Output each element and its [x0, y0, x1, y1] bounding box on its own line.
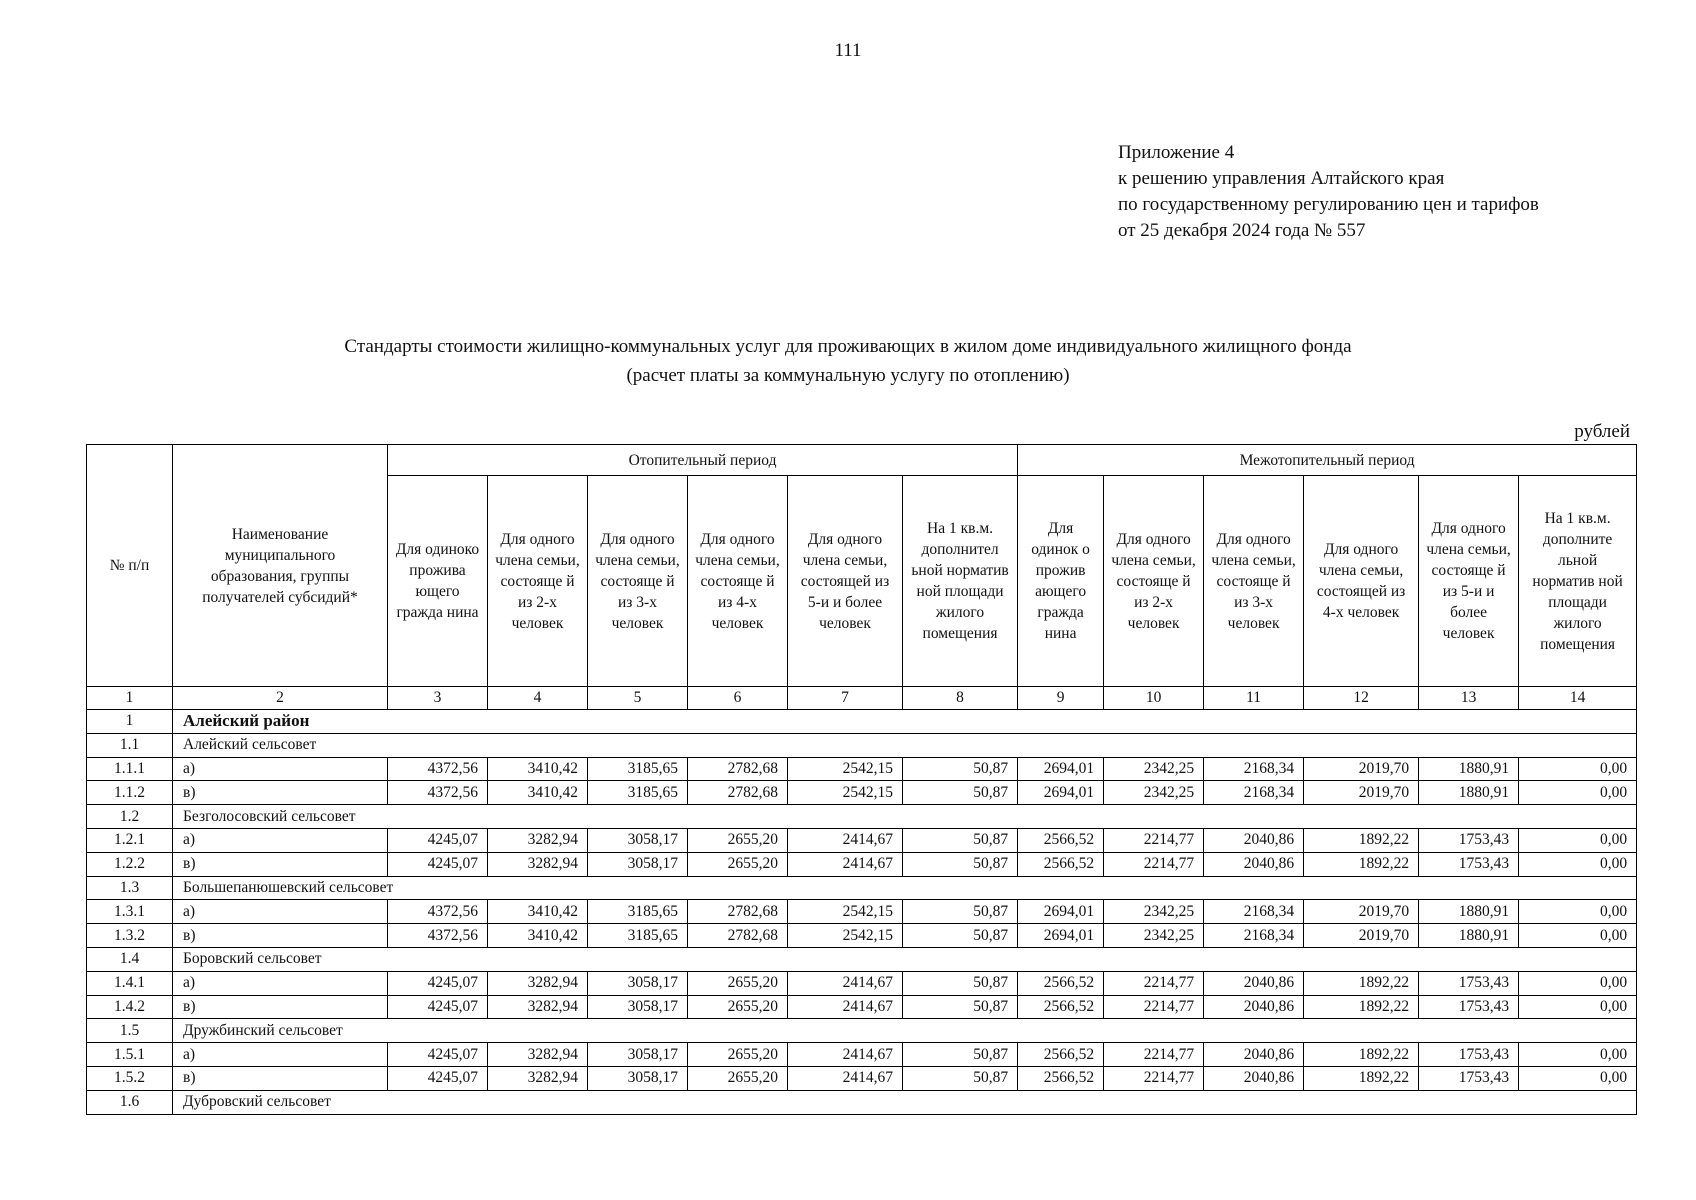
column-number: 9	[1018, 687, 1104, 710]
value-cell: 4372,56	[388, 781, 488, 805]
value-cell: 2414,67	[788, 1043, 903, 1067]
column-number: 13	[1419, 687, 1519, 710]
value-cell: 2168,34	[1204, 900, 1304, 924]
value-cell: 1880,91	[1419, 757, 1519, 781]
value-cell: 1892,22	[1304, 852, 1419, 876]
row-name: а)	[173, 971, 388, 995]
value-cell: 1753,43	[1419, 1043, 1519, 1067]
row-name: а)	[173, 1043, 388, 1067]
value-cell: 3282,94	[488, 828, 588, 852]
value-cell: 2694,01	[1018, 900, 1104, 924]
value-cell: 2019,70	[1304, 900, 1419, 924]
header-heating-col: Для одиноко прожива ющего гражда нина	[388, 476, 488, 687]
value-cell: 2542,15	[788, 757, 903, 781]
value-cell: 2414,67	[788, 971, 903, 995]
row-name: в)	[173, 924, 388, 948]
table-row	[87, 828, 1637, 852]
value-cell: 2342,25	[1104, 900, 1204, 924]
row-number: 1.5.1	[87, 1043, 173, 1067]
row-name: Дружбинский сельсовет	[173, 1019, 1637, 1043]
header-no: № п/п	[87, 445, 173, 687]
value-cell: 4245,07	[388, 1043, 488, 1067]
value-cell: 2566,52	[1018, 995, 1104, 1019]
value-cell: 1892,22	[1304, 995, 1419, 1019]
value-cell: 2542,15	[788, 781, 903, 805]
table-row	[87, 924, 1637, 948]
table-row	[87, 900, 1637, 924]
value-cell: 2566,52	[1018, 971, 1104, 995]
header-name: Наименование муниципального образования, группы получателей субсидий*	[173, 445, 388, 687]
value-cell: 1880,91	[1419, 900, 1519, 924]
header-heating-period: Отопительный период	[388, 445, 1018, 476]
value-cell: 2655,20	[688, 1043, 788, 1067]
column-number: 1	[87, 687, 173, 710]
value-cell: 1753,43	[1419, 1066, 1519, 1090]
header-nonheating-col: Для одного члена семьи, состоящей из 4-х человек	[1304, 476, 1419, 687]
header-nonheating-col: Для одинок о прожив ающего гражда нина	[1018, 476, 1104, 687]
value-cell: 1892,22	[1304, 828, 1419, 852]
value-cell: 4372,56	[388, 757, 488, 781]
value-cell: 2694,01	[1018, 757, 1104, 781]
value-cell: 1880,91	[1419, 924, 1519, 948]
value-cell: 1753,43	[1419, 995, 1519, 1019]
value-cell: 3282,94	[488, 995, 588, 1019]
value-cell: 3058,17	[588, 1043, 688, 1067]
settlement-row	[87, 805, 1637, 829]
row-name: Большепанюшевский сельсовет	[173, 876, 1637, 900]
value-cell: 2694,01	[1018, 781, 1104, 805]
value-cell: 2168,34	[1204, 781, 1304, 805]
header-heating-col: Для одного члена семьи, состоящей из 5-и и более человек	[788, 476, 903, 687]
value-cell: 1892,22	[1304, 1043, 1419, 1067]
value-cell: 3282,94	[488, 971, 588, 995]
appendix-line: к решению управления Алтайского края	[1118, 168, 1445, 189]
value-cell: 50,87	[903, 828, 1018, 852]
header-heating-col: Для одного члена семьи, состояще й из 3-х человек	[588, 476, 688, 687]
value-cell: 2214,77	[1104, 828, 1204, 852]
value-cell: 2414,67	[788, 995, 903, 1019]
appendix-line: Приложение 4	[1118, 142, 1235, 163]
value-cell: 2414,67	[788, 1066, 903, 1090]
value-cell: 2542,15	[788, 900, 903, 924]
value-cell: 2214,77	[1104, 971, 1204, 995]
value-cell: 2566,52	[1018, 828, 1104, 852]
value-cell: 3282,94	[488, 1043, 588, 1067]
row-number: 1.3.2	[87, 924, 173, 948]
value-cell: 3058,17	[588, 828, 688, 852]
value-cell: 2019,70	[1304, 757, 1419, 781]
value-cell: 0,00	[1519, 852, 1637, 876]
row-number: 1.3	[87, 876, 173, 900]
value-cell: 1753,43	[1419, 852, 1519, 876]
column-number: 5	[588, 687, 688, 710]
value-cell: 2342,25	[1104, 757, 1204, 781]
value-cell: 3282,94	[488, 852, 588, 876]
value-cell: 3410,42	[488, 757, 588, 781]
row-number: 1.5.2	[87, 1066, 173, 1090]
table-row	[87, 757, 1637, 781]
header-nonheating-col: Для одного члена семьи, состояще й из 5-и и более человек	[1419, 476, 1519, 687]
value-cell: 2214,77	[1104, 995, 1204, 1019]
value-cell: 2655,20	[688, 1066, 788, 1090]
value-cell: 3058,17	[588, 1066, 688, 1090]
value-cell: 4245,07	[388, 852, 488, 876]
value-cell: 0,00	[1519, 1043, 1637, 1067]
value-cell: 0,00	[1519, 757, 1637, 781]
value-cell: 2019,70	[1304, 924, 1419, 948]
appendix-block	[1118, 140, 1539, 244]
value-cell: 2214,77	[1104, 1066, 1204, 1090]
value-cell: 4245,07	[388, 1066, 488, 1090]
table-row	[87, 781, 1637, 805]
value-cell: 0,00	[1519, 924, 1637, 948]
value-cell: 50,87	[903, 852, 1018, 876]
row-name: в)	[173, 995, 388, 1019]
unit-label: рублей	[1574, 421, 1630, 442]
row-number: 1.1.1	[87, 757, 173, 781]
value-cell: 2168,34	[1204, 924, 1304, 948]
value-cell: 2040,86	[1204, 971, 1304, 995]
table-row	[87, 995, 1637, 1019]
page-number: 111	[834, 40, 862, 61]
value-cell: 50,87	[903, 781, 1018, 805]
value-cell: 0,00	[1519, 995, 1637, 1019]
value-cell: 50,87	[903, 924, 1018, 948]
value-cell: 2782,68	[688, 924, 788, 948]
value-cell: 2342,25	[1104, 924, 1204, 948]
value-cell: 50,87	[903, 995, 1018, 1019]
column-number: 12	[1304, 687, 1419, 710]
value-cell: 50,87	[903, 900, 1018, 924]
header-nonheating-col: Для одного члена семьи, состояще й из 2-х человек	[1104, 476, 1204, 687]
row-name: а)	[173, 757, 388, 781]
settlement-row	[87, 876, 1637, 900]
value-cell: 2566,52	[1018, 852, 1104, 876]
row-number: 1.4.2	[87, 995, 173, 1019]
value-cell: 0,00	[1519, 781, 1637, 805]
value-cell: 2566,52	[1018, 1066, 1104, 1090]
value-cell: 3410,42	[488, 781, 588, 805]
value-cell: 3185,65	[588, 924, 688, 948]
column-number: 14	[1519, 687, 1637, 710]
value-cell: 3185,65	[588, 900, 688, 924]
value-cell: 50,87	[903, 757, 1018, 781]
row-name: в)	[173, 781, 388, 805]
value-cell: 50,87	[903, 1043, 1018, 1067]
table-row	[87, 852, 1637, 876]
title-subline: (расчет платы за коммунальную услугу по отоплению)	[626, 365, 1070, 386]
row-name: в)	[173, 1066, 388, 1090]
value-cell: 1892,22	[1304, 1066, 1419, 1090]
row-number: 1.3.1	[87, 900, 173, 924]
title-line: Стандарты стоимости жилищно-коммунальных услуг для проживающих в жилом доме индивидуального жилищного фонда	[344, 336, 1352, 357]
value-cell: 3185,65	[588, 757, 688, 781]
row-number: 1.1	[87, 733, 173, 757]
value-cell: 2040,86	[1204, 828, 1304, 852]
table-row	[87, 1066, 1637, 1090]
value-cell: 1753,43	[1419, 828, 1519, 852]
column-number: 4	[488, 687, 588, 710]
column-number: 8	[903, 687, 1018, 710]
value-cell: 3282,94	[488, 1066, 588, 1090]
column-number: 10	[1104, 687, 1204, 710]
table-row	[87, 971, 1637, 995]
row-number: 1.4.1	[87, 971, 173, 995]
value-cell: 4245,07	[388, 995, 488, 1019]
row-number: 1.2.2	[87, 852, 173, 876]
value-cell: 4372,56	[388, 924, 488, 948]
value-cell: 4245,07	[388, 971, 488, 995]
row-number: 1.2.1	[87, 828, 173, 852]
row-number: 1.2	[87, 805, 173, 829]
row-name: в)	[173, 852, 388, 876]
header-nonheating-period: Межотопительный период	[1018, 445, 1637, 476]
value-cell: 50,87	[903, 1066, 1018, 1090]
row-number: 1.6	[87, 1090, 173, 1114]
row-name: Безголосовский сельсовет	[173, 805, 1637, 829]
value-cell: 2414,67	[788, 852, 903, 876]
column-number: 3	[388, 687, 488, 710]
header-nonheating-col: На 1 кв.м. дополните льной норматив ной площади жилого помещения	[1519, 476, 1637, 687]
header-heating-col: Для одного члена семьи, состояще й из 4-х человек	[688, 476, 788, 687]
column-number-row	[87, 687, 1637, 710]
value-cell: 2655,20	[688, 971, 788, 995]
value-cell: 3410,42	[488, 900, 588, 924]
value-cell: 2782,68	[688, 757, 788, 781]
column-number: 6	[688, 687, 788, 710]
value-cell: 3058,17	[588, 852, 688, 876]
value-cell: 2414,67	[788, 828, 903, 852]
value-cell: 2019,70	[1304, 781, 1419, 805]
column-number: 2	[173, 687, 388, 710]
value-cell: 4245,07	[388, 828, 488, 852]
value-cell: 2214,77	[1104, 1043, 1204, 1067]
settlement-row	[87, 1019, 1637, 1043]
value-cell: 2782,68	[688, 900, 788, 924]
value-cell: 2655,20	[688, 995, 788, 1019]
value-cell: 2655,20	[688, 852, 788, 876]
value-cell: 4372,56	[388, 900, 488, 924]
table-row	[87, 1043, 1637, 1067]
value-cell: 3058,17	[588, 971, 688, 995]
value-cell: 1880,91	[1419, 781, 1519, 805]
district-row	[87, 710, 1637, 734]
value-cell: 0,00	[1519, 1066, 1637, 1090]
value-cell: 1892,22	[1304, 971, 1419, 995]
value-cell: 2342,25	[1104, 781, 1204, 805]
column-number: 7	[788, 687, 903, 710]
value-cell: 0,00	[1519, 971, 1637, 995]
appendix-line: от 25 декабря 2024 года № 557	[1118, 220, 1366, 241]
row-number: 1.1.2	[87, 781, 173, 805]
appendix-line: по государственному регулированию цен и тарифов	[1118, 194, 1539, 215]
value-cell: 2168,34	[1204, 757, 1304, 781]
row-name: а)	[173, 828, 388, 852]
value-cell: 2782,68	[688, 781, 788, 805]
value-cell: 2566,52	[1018, 1043, 1104, 1067]
value-cell: 3058,17	[588, 995, 688, 1019]
row-name: а)	[173, 900, 388, 924]
value-cell: 3410,42	[488, 924, 588, 948]
value-cell: 2694,01	[1018, 924, 1104, 948]
row-name: Боровский сельсовет	[173, 947, 1637, 971]
header-nonheating-col: Для одного члена семьи, состояще й из 3-х человек	[1204, 476, 1304, 687]
value-cell: 0,00	[1519, 828, 1637, 852]
settlement-row	[87, 733, 1637, 757]
value-cell: 1753,43	[1419, 971, 1519, 995]
row-number: 1.4	[87, 947, 173, 971]
value-cell: 2040,86	[1204, 995, 1304, 1019]
row-number: 1.5	[87, 1019, 173, 1043]
value-cell: 2040,86	[1204, 1043, 1304, 1067]
value-cell: 2655,20	[688, 828, 788, 852]
value-cell: 2040,86	[1204, 852, 1304, 876]
row-number: 1	[87, 710, 173, 734]
settlement-row	[87, 1090, 1637, 1114]
value-cell: 50,87	[903, 971, 1018, 995]
row-name: Алейский сельсовет	[173, 733, 1637, 757]
header-heating-col: Для одного члена семьи, состояще й из 2-х человек	[488, 476, 588, 687]
header-heating-col: На 1 кв.м. дополнител ьной норматив ной площади жилого помещения	[903, 476, 1018, 687]
row-name: Алейский район	[173, 710, 1637, 734]
value-cell: 2542,15	[788, 924, 903, 948]
row-name: Дубровский сельсовет	[173, 1090, 1637, 1114]
settlement-row	[87, 947, 1637, 971]
value-cell: 0,00	[1519, 900, 1637, 924]
column-number: 11	[1204, 687, 1304, 710]
value-cell: 2214,77	[1104, 852, 1204, 876]
value-cell: 2040,86	[1204, 1066, 1304, 1090]
document-title	[0, 332, 1696, 390]
value-cell: 3185,65	[588, 781, 688, 805]
tariff-table	[86, 444, 1637, 1115]
